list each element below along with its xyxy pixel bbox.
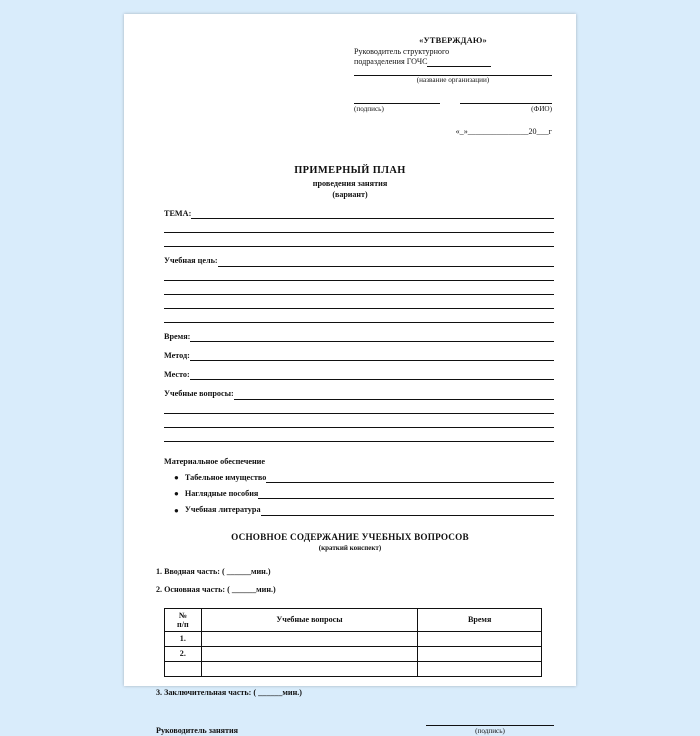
table-header-num-line2: п/п bbox=[177, 620, 189, 630]
table-row-2-question[interactable] bbox=[201, 647, 418, 662]
field-place-label: Место: bbox=[164, 370, 190, 380]
footer-role-label: Руководитель занятия bbox=[156, 726, 239, 736]
field-goal bbox=[146, 256, 554, 266]
field-method bbox=[146, 351, 554, 361]
field-questions-blank-3 bbox=[164, 428, 554, 442]
material-item-1-rule bbox=[266, 473, 554, 483]
table-row bbox=[165, 662, 542, 677]
footer-signature-rule bbox=[426, 717, 554, 726]
bullet-icon: ● bbox=[174, 505, 179, 515]
document-subtitle-variant: (вариант) bbox=[332, 190, 368, 200]
table-row-1-time[interactable] bbox=[418, 632, 542, 647]
approval-name-rule bbox=[460, 96, 552, 104]
field-topic-blank-1 bbox=[164, 219, 554, 233]
material-item-3-label: Учебная литература bbox=[184, 505, 261, 515]
table-row-3-time[interactable] bbox=[418, 662, 542, 677]
document-sheet bbox=[124, 14, 576, 736]
approval-org-caption: (название организации) bbox=[416, 75, 490, 84]
table-row bbox=[165, 647, 542, 662]
field-topic-blank-2 bbox=[164, 233, 554, 247]
material-item-1-label: Табельное имущество bbox=[184, 472, 267, 482]
approval-line-2 bbox=[354, 57, 552, 67]
field-time-rule bbox=[190, 332, 554, 342]
field-goal-label: Учебная цель: bbox=[164, 256, 218, 266]
table-header-num bbox=[165, 609, 202, 632]
field-topic-label: ТЕМА: bbox=[164, 209, 192, 219]
material-support-section bbox=[146, 457, 554, 516]
table-row-1-question[interactable] bbox=[201, 632, 418, 647]
table-header-num-line1: № bbox=[178, 610, 187, 620]
part-final: 3. Заключительная часть: ( ______мин.) bbox=[156, 688, 302, 698]
field-goal-rule bbox=[218, 257, 554, 267]
part-main: 2. Основная часть: ( ______мин.) bbox=[156, 584, 276, 594]
table-header-row bbox=[165, 609, 542, 632]
field-topic bbox=[146, 209, 554, 219]
material-item-1 bbox=[146, 473, 554, 483]
approval-block bbox=[354, 36, 552, 137]
field-questions-blank-1 bbox=[164, 400, 554, 414]
questions-table bbox=[164, 608, 542, 677]
material-item-3-rule bbox=[261, 506, 554, 516]
field-goal-blank-3 bbox=[164, 295, 554, 309]
table-header-questions: Учебные вопросы bbox=[201, 609, 418, 632]
material-item-2 bbox=[146, 489, 554, 499]
field-method-label: Метод: bbox=[164, 350, 190, 360]
table-row-2-num: 2. bbox=[165, 647, 202, 662]
main-content-heading: ОСНОВНОЕ СОДЕРЖАНИЕ УЧЕБНЫХ ВОПРОСОВ bbox=[231, 531, 469, 542]
document-body bbox=[146, 36, 554, 736]
approval-signature-caption: (подпись) bbox=[354, 104, 384, 113]
footer-signature-caption: (подпись) bbox=[475, 727, 505, 736]
field-method-rule bbox=[190, 351, 554, 361]
footer-signature-block bbox=[146, 717, 554, 736]
part-intro: 1. Вводная часть: ( ______мин.) bbox=[156, 566, 271, 576]
approval-title: «УТВЕРЖДАЮ» bbox=[419, 36, 487, 45]
field-goal-blank-4 bbox=[164, 309, 554, 323]
bullet-icon: ● bbox=[174, 473, 179, 483]
field-goal-blank-1 bbox=[164, 267, 554, 281]
approval-line-2-fill bbox=[427, 58, 491, 67]
table-row-3-question[interactable] bbox=[201, 662, 418, 677]
field-place bbox=[146, 370, 554, 380]
main-content-subheading: (краткий конспект) bbox=[318, 544, 382, 553]
table-row bbox=[165, 632, 542, 647]
table-header-time: Время bbox=[418, 609, 542, 632]
field-topic-rule bbox=[191, 209, 554, 219]
table-row-1-num: 1. bbox=[165, 632, 202, 647]
approval-line-1-text: Руководитель структурного bbox=[354, 46, 450, 56]
bullet-icon: ● bbox=[174, 489, 179, 499]
field-goal-blank-2 bbox=[164, 281, 554, 295]
approval-line-1 bbox=[354, 47, 552, 57]
document-title: ПРИМЕРНЫЙ ПЛАН bbox=[294, 164, 406, 176]
approval-org-rule bbox=[354, 68, 552, 76]
field-questions-rule bbox=[234, 390, 554, 400]
footer-signature-field bbox=[426, 717, 554, 736]
table-row-3-num bbox=[165, 662, 202, 677]
approval-signature-captions bbox=[354, 105, 552, 114]
approval-line-2-text: подразделения ГОЧС bbox=[354, 56, 428, 66]
approval-signature-rule bbox=[354, 96, 440, 104]
material-item-2-rule bbox=[258, 489, 554, 499]
field-time bbox=[146, 332, 554, 342]
field-place-rule bbox=[190, 370, 554, 380]
approval-name-caption: (ФИО) bbox=[531, 104, 552, 113]
field-time-label: Время: bbox=[164, 331, 191, 341]
approval-date-line: «_»_______________20___г bbox=[455, 126, 552, 136]
field-questions-blank-2 bbox=[164, 414, 554, 428]
material-item-3 bbox=[146, 505, 554, 515]
material-item-2-label: Наглядные пособия bbox=[184, 489, 259, 499]
approval-signature-rules bbox=[354, 96, 552, 104]
material-support-header: Материальное обеспечение bbox=[164, 456, 266, 466]
table-row-2-time[interactable] bbox=[418, 647, 542, 662]
field-questions bbox=[146, 389, 554, 399]
field-questions-label: Учебные вопросы: bbox=[164, 389, 234, 399]
document-subtitle: проведения занятия bbox=[312, 178, 388, 188]
